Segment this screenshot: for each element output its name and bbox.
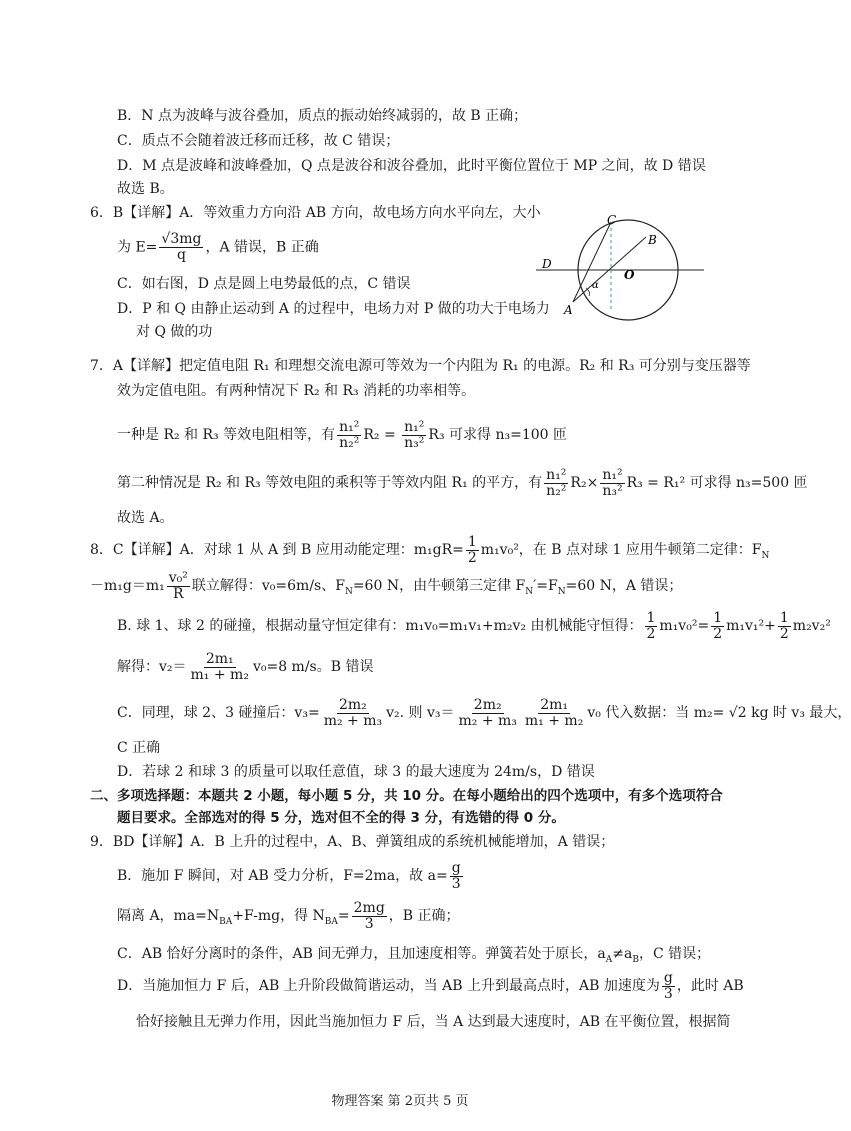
section2-line1: 二、多项选择题：本题共 2 小题，每小题 5 分，共 10 分。在每小题给出的四个选项中，有多个选项符合 xyxy=(90,788,723,804)
label-alpha: α xyxy=(592,280,599,291)
q9-isolate: 隔离 A，$ma=N_{BA}+F-mg$，得 $N_{BA}=$ $\frac{2mg}{3}$ ，B 正确； xyxy=(117,899,460,932)
q8-option-c: C．同理，球 2、3 碰撞后：v₃= $\frac{\text{2m₂}}{\text{m₂ + m₃}}$ v₂. 则 v₃＝ $\frac{\text{2m₂}}{\text{m₂ + m₃}}$ $\frac{\text{2m₁}}{\text{m₁ + m₂}}$ v₀ 代入数据：当 m₂= √2 kg 时 v₃ 最大， xyxy=(117,696,851,729)
q7-case1: 一种是 R₂ 和 R₃ 等效电阻相等，有 $\frac{\text{n₁²}}{\text{n₂²}}$ R₂ = $\frac{\text{n₁²}}{\text{n₃²}}$ R₃ 可求得 n₃=100 匝 xyxy=(117,418,567,451)
q5-option-b: B．N 点为波峰与波谷叠加，质点的振动始终减弱的，故 B 正确； xyxy=(117,108,528,124)
frac-n1-n2: $\frac{\text{n₁²}}{\text{n₂²}}$ xyxy=(339,418,360,451)
circle-field-diagram xyxy=(536,212,706,322)
q6-e-frac: $\frac{√3mg}{q}$ xyxy=(161,231,202,263)
frac-half-a: $\frac{1}{2}$ xyxy=(467,533,477,566)
q8-option-d: D．若球 2 和球 3 的质量可以取任意值，球 3 的最大速度为 24m/s，D 错误 xyxy=(117,764,595,780)
q5-conclusion: 故选 B。 xyxy=(117,181,174,197)
q5-option-d: D．M 点是波峰和波峰叠加，Q 点是波谷和波谷叠加，此时平衡位置位于 MP 之间，故 D 错误 xyxy=(117,158,706,174)
frac-m3: $\frac{\text{2m₂}}{\text{m₂ + m₃}}$ xyxy=(323,696,383,729)
frac-mg3: $\frac{2mg}{3}$ xyxy=(353,899,385,932)
frac-g3-b: $\frac{g}{3}$ xyxy=(663,969,673,1002)
label-d: D xyxy=(542,257,552,271)
q7-case2: 第二种情况是 R₂ 和 R₃ 等效电阻的乘积等于等效内阻 R₁ 的平方，有 $\frac{\text{n₁²}}{\text{n₂²}}$ R₂× $\frac{\text{n₁²}}{\text{n₃²}}$ R₃ = R₁² 可求得 n₃=500 匝 xyxy=(117,466,808,499)
q9-option-b: B．施加 F 瞬间，对 AB 受力分析，F=2ma，故 a= $\frac{g}{3}$ xyxy=(117,859,461,892)
q9-line1: 9．BD【详解】A．B 上升的过程中，A、B、弹簧组成的系统机械能增加，A 错误； xyxy=(90,834,615,850)
q9-option-d: D．当施加恒力 F 后，AB 上升阶段做简谐运动，当 AB 上升到最高点时，AB 加速度为 $\frac{g}{3}$ ，此时 AB xyxy=(117,969,744,1002)
q7-conclusion: 故选 A。 xyxy=(117,510,174,526)
frac-v0sq-r: $\frac{\text{v₀²}}{R}$ xyxy=(168,569,188,602)
q8-option-c-end: C 正确 xyxy=(117,740,161,756)
frac-m2: $\frac{\text{2m₁}}{\text{m₁ + m₂}}$ xyxy=(190,650,249,683)
q8-line2: －m₁g＝m₁ $\frac{\text{v₀²}}{R}$ 联立解得：v₀=6m/s、$F_N=60$ N，由牛顿第三定律 $F_N'=F_N=60$ N，A 错误； xyxy=(90,569,683,602)
label-a: A xyxy=(564,303,573,317)
q8-solution: 解得：v₂＝ $\frac{\text{2m₁}}{\text{m₁ + m₂}}$ v₀=8 m/s。B 错误 xyxy=(117,650,374,683)
page-footer: 物理答案 第 2页共 5 页 xyxy=(331,1094,469,1109)
q6-e-line xyxy=(117,232,319,263)
label-b: B xyxy=(648,233,657,247)
frac-half-b: $\frac{1}{2}$ xyxy=(646,609,656,642)
frac-n1-n3-b: $\frac{\text{n₁²}}{\text{n₃²}}$ xyxy=(602,466,623,499)
frac-half-c: $\frac{1}{2}$ xyxy=(713,609,723,642)
q6-e-suffix: ，A 错误，B 正确 xyxy=(205,239,319,256)
q7-line1: 7．A【详解】把定值电阻 R₁ 和理想交流电源可等效为一个内阻为 R₁ 的电源。R₂ 和 R₃ 可分别与变压器等 xyxy=(90,358,751,374)
frac-n1-n3: $\frac{\text{n₁²}}{\text{n₃²}}$ xyxy=(404,418,425,451)
frac-half-d: $\frac{1}{2}$ xyxy=(779,609,789,642)
q7-line2: 效为定值电阻。有两种情况下 R₂ 和 R₃ 消耗的功率相等。 xyxy=(117,383,476,399)
frac-m2-b: $\frac{\text{2m₁}}{\text{m₁ + m₂}}$ xyxy=(524,696,584,729)
q6-e-prefix: 为 E= xyxy=(117,239,158,256)
frac-n1-n2-b: $\frac{\text{n₁²}}{\text{n₂²}}$ xyxy=(546,466,567,499)
q9-option-c: C．AB 恰好分离时的条件，AB 间无弹力，且加速度相等。弹簧若处于原长，$a_A\ne a_B$，C 错误； xyxy=(117,946,711,965)
angle-arc xyxy=(586,288,590,296)
q5-option-c: C．质点不会随着波迁移而迁移，故 C 错误； xyxy=(117,133,400,149)
label-o: O xyxy=(624,268,635,282)
q6-option-c: C．如右图，D 点是圆上电势最低的点，C 错误 xyxy=(117,276,411,292)
label-c: C xyxy=(607,213,617,227)
frac-m3-b: $\frac{\text{2m₂}}{\text{m₂ + m₃}}$ xyxy=(458,696,517,729)
q9-option-d2: 恰好接触且无弹力作用，因此当施加恒力 F 后，当 A 达到最大速度时，AB 在平衡位置，根据简 xyxy=(136,1014,731,1030)
section2-line2: 题目要求。全部选对的得 5 分，选对但不全的得 3 分，有选错的得 0 分。 xyxy=(117,810,565,826)
q6-option-d1: D．P 和 Q 由静止运动到 A 的过程中，电场力对 P 做的功大于电场力 xyxy=(117,301,550,317)
frac-g3: $\frac{g}{3}$ xyxy=(451,859,461,892)
q6-option-d2: 对 Q 做的功 xyxy=(136,324,213,340)
q6-head: 6．B【详解】A．等效重力方向沿 AB 方向，故电场方向水平向左，大小 xyxy=(90,205,541,221)
q8-line1: 8．C【详解】A．对球 1 从 A 到 B 应用动能定理：m₁gR= $\frac{1}{2}$ m₁v₀²，在 B 点对球 1 应用牛顿第二定律：$F_N$ xyxy=(90,533,770,566)
q8-option-b: B. 球 1、球 2 的碰撞，根据动量守恒定律有：m₁v₀=m₁v₁+m₂v₂ 由机械能守恒得： $\frac{1}{2}$ m₁v₀²= $\frac{1}{2}$ m₁v₁²+ $\frac{1}{2}$ m₂v₂² xyxy=(117,609,831,642)
